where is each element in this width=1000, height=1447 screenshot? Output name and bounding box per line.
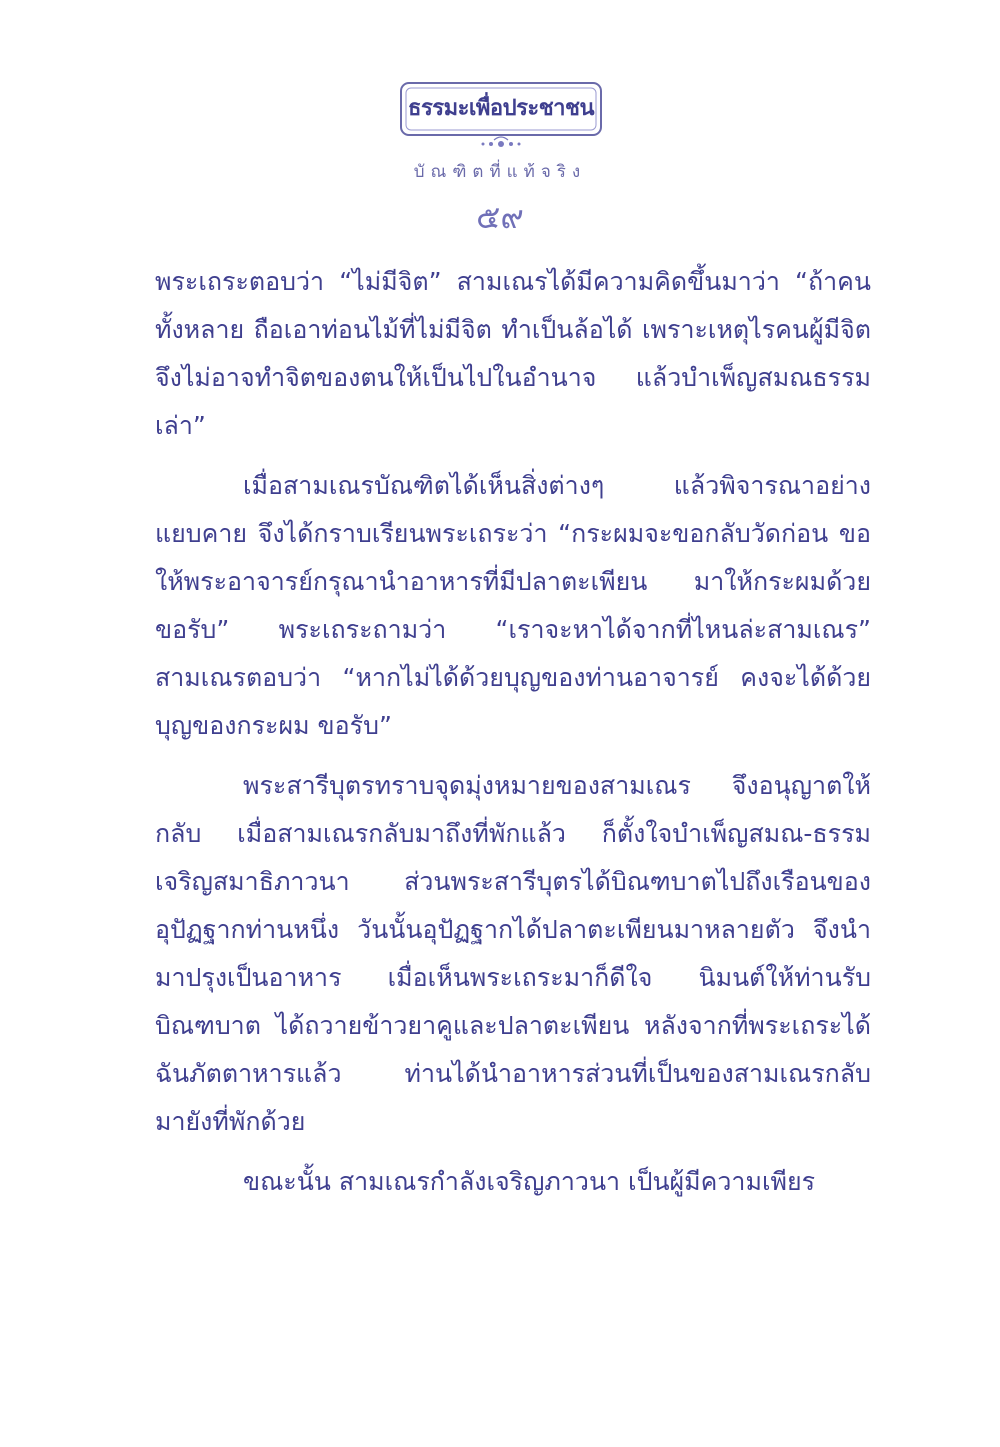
paragraph: ขณะนั้น สามเณรกำลังเจริญภาวนา เป็นผู้มีความเพียร bbox=[243, 1167, 816, 1196]
body-text bbox=[155, 258, 871, 1218]
paragraph: พระเถระตอบว่า “ไม่มีจิต” สามเณรได้มีความคิดขึ้นมาว่า “ถ้าคนทั้งหลาย ถือเอาท่อนไม้ที่ไม่มีจิต ทำเป็นล้อได้ เพราะเหตุไรคนผู้มีจิตจึงไม่อาจทำจิตของตนให้เป็นไปในอำนาจ แล้วบำเพ็ญสมณธรรมเล่า” bbox=[155, 267, 871, 440]
running-title: บัณฑิตที่แท้จริง bbox=[413, 162, 587, 182]
paragraph: เมื่อสามเณรบัณฑิตได้เห็นสิ่งต่างๆ แล้วพิจารณาอย่างแยบคาย จึงได้กราบเรียนพระเถระว่า “กระผมจะขอกลับวัดก่อน ขอให้พระอาจารย์กรุณานำอาหารที่มีปลาตะเพียน มาให้กระผมด้วย ขอรับ” พระเถระถามว่า “เราจะหาได้จากที่ไหนล่ะสามเณร” สามเณรตอบว่า “หากไม่ได้ด้วยบุญของท่านอาจารย์ คงจะได้ด้วยบุญของกระผม ขอรับ” bbox=[155, 471, 871, 740]
page-number: ๕๙ bbox=[476, 198, 524, 236]
logo-text: ธรรมะเพื่อประชาชน bbox=[408, 96, 594, 121]
book-series-logo bbox=[398, 80, 604, 152]
paragraph: พระสารีบุตรทราบจุดมุ่งหมายของสามเณร จึงอนุญาตให้กลับ เมื่อสามเณรกลับมาถึงที่พักแล้ว ก็ตั้งใจบำเพ็ญสมณ-ธรรมเจริญสมาธิภาวนา ส่วนพระสารีบุตรได้บิณฑบาตไปถึงเรือนของอุปัฏฐากท่านหนึ่ง วันนั้นอุปัฏฐากได้ปลาตะเพียนมาหลายตัว จึงนำมาปรุงเป็นอาหาร เมื่อเห็นพระเถระมาก็ดีใจ นิมนต์ให้ท่านรับบิณฑบาต ได้ถวายข้าวยาคูและปลาตะเพียน หลังจากที่พระเถระได้ฉันภัตตาหารแล้ว ท่านได้นำอาหารส่วนที่เป็นของสามเณรกลับมายังที่พักด้วย bbox=[155, 771, 871, 1136]
